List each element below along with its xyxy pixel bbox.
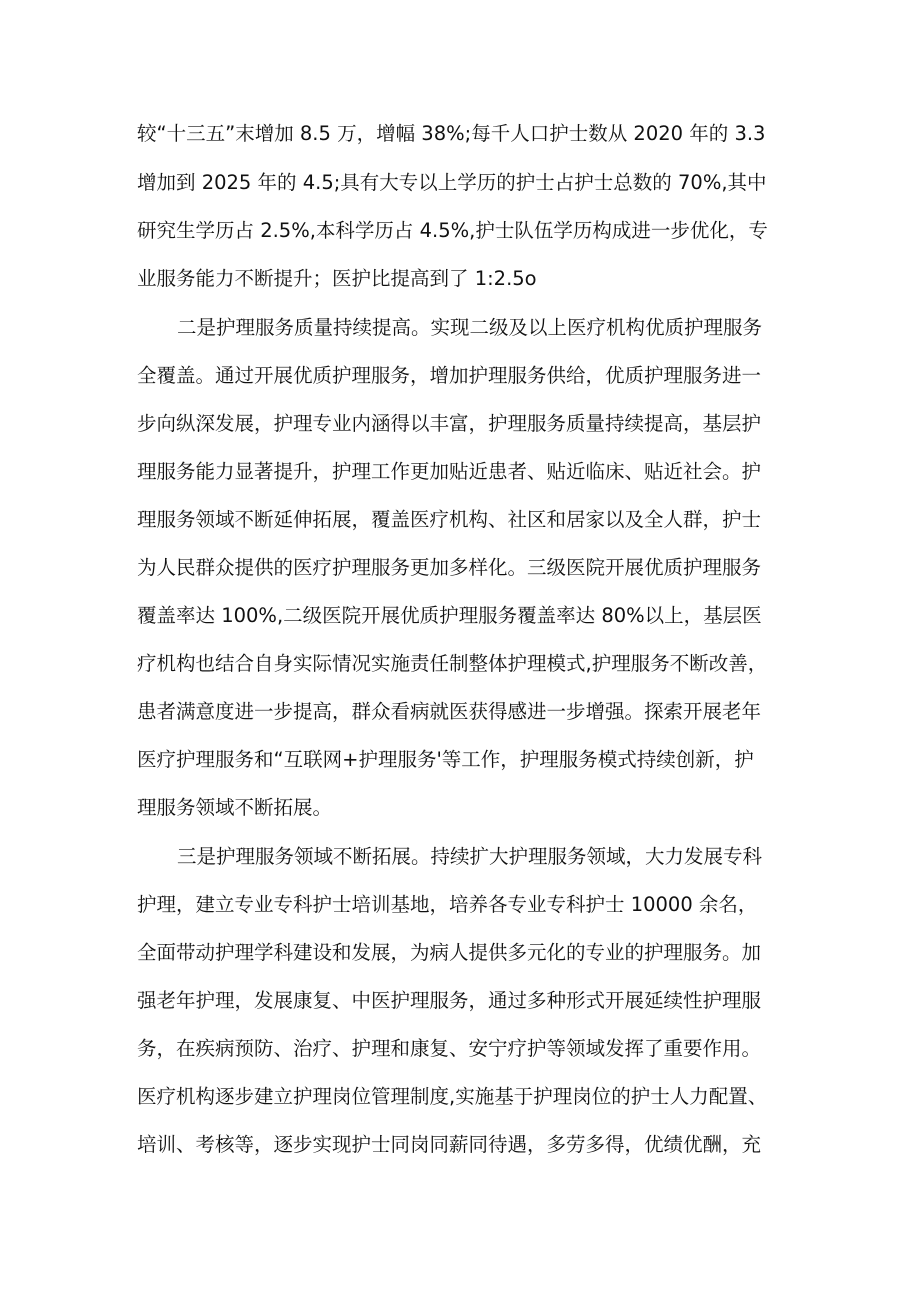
text-line: 患者满意度进一步提高，群众看病就医获得感进一步增强。探索开展老年 [137, 700, 762, 723]
text-line: 疗机构也结合自身实际情况实施责任制整体护理模式,护理服务不断改善， [137, 652, 768, 675]
text-line: 理服务领域不断延伸拓展，覆盖医疗机构、社区和居家以及全人群，护士 [137, 508, 762, 531]
text-line: 培训、考核等，逐步实现护士同岗同薪同待遇，多劳多得，优绩优酬，充 [137, 1133, 762, 1156]
text-line: 理服务领域不断拓展。 [137, 796, 333, 819]
text-line: 强老年护理，发展康复、中医护理服务，通过多种形式开展延续性护理服 [137, 989, 762, 1012]
text-line: 医疗护理服务和“互联网+护理服务'等工作，护理服务模式持续创新，护 [137, 748, 754, 771]
text-line: 二是护理服务质量持续提高。实现二级及以上医疗机构优质护理服务 [177, 316, 763, 339]
text-line: 为人民群众提供的医疗护理服务更加多样化。三级医院开展优质护理服务 [137, 556, 762, 579]
text-line: 业服务能力不断提升；医护比提高到了 1:2.5o [137, 267, 537, 290]
text-line: 理服务能力显著提升，护理工作更加贴近患者、贴近临床、贴近社会。护 [137, 460, 762, 483]
text-line: 步向纵深发展，护理专业内涵得以丰富，护理服务质量持续提高，基层护 [137, 412, 762, 435]
text-line: 较“十三五”末增加 8.5 万，增幅 38%;每千人口护士数从 2020 年的 3.3 [137, 122, 766, 145]
text-line: 覆盖率达 100%,二级医院开展优质护理服务覆盖率达 80%以上，基层医 [137, 604, 762, 627]
text-line: 研究生学历占 2.5%,本科学历占 4.5%,护士队伍学历构成进一步优化，专 [137, 219, 768, 242]
text-line: 三是护理服务领域不断拓展。持续扩大护理服务领域，大力发展专科 [177, 845, 763, 868]
text-line: 务，在疾病预防、治疗、护理和康复、安宁疗护等领域发挥了重要作用。 [137, 1037, 762, 1060]
text-line: 全面带动护理学科建设和发展，为病人提供多元化的专业的护理服务。加 [137, 941, 762, 964]
text-line: 护理，建立专业专科护士培训基地，培养各专业专科护士 10000 余名， [137, 893, 758, 916]
text-line: 增加到 2025 年的 4.5;具有大专以上学历的护士占护士总数的 70%,其中 [137, 171, 767, 194]
text-line: 医疗机构逐步建立护理岗位管理制度,实施基于护理岗位的护士人力配置、 [137, 1085, 768, 1108]
text-line: 全覆盖。通过开展优质护理服务，增加护理服务供给，优质护理服务进一 [137, 364, 762, 387]
